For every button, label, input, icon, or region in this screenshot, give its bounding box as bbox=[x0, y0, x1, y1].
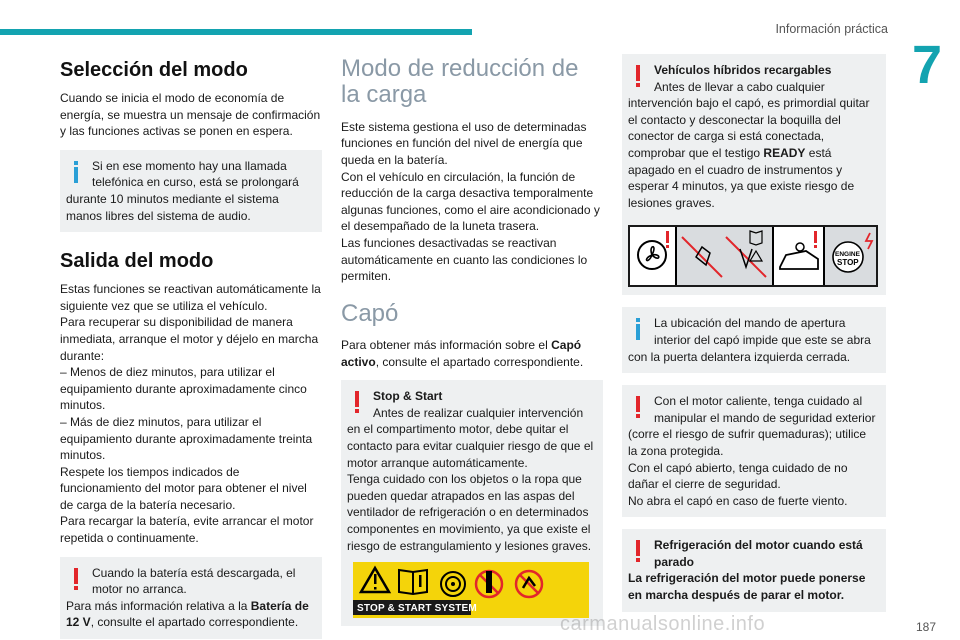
warning-text: Con el capó abierto, tenga cuidado de no dañar el cierre de seguridad. bbox=[628, 460, 848, 492]
info-icon bbox=[66, 158, 92, 188]
paragraph: Las funciones desactivadas se reactivan automáticamente en cuanto las condiciones lo permiten. bbox=[341, 235, 588, 284]
paragraph: Con el vehículo en circulación, la función de reducción de la carga desactiva temporalmente algunas funciones, como el aire acondicionado y el desempañado de la luneta trasera. bbox=[341, 169, 600, 234]
engine-stop-label-1: ENGINE bbox=[835, 251, 860, 259]
warning-note-refrigeracion bbox=[622, 529, 886, 611]
section-title-capo: Capó bbox=[341, 299, 399, 327]
ready-indicator-text: READY bbox=[763, 145, 806, 160]
warning-text: Antes de llevar a cabo cualquier intervención bajo el capó, es primordial quitar el contacto y desconectar la boquilla del conector de carga si está conectada, comprobar que el testigo bbox=[628, 79, 870, 160]
page-number: 187 bbox=[915, 620, 936, 634]
engine-stop-label-2: STOP bbox=[837, 258, 859, 268]
warning-text-bold: La refrigeración del motor puede ponerse en marcha después de parar el motor. bbox=[628, 571, 866, 603]
warning-text: Cuando la batería está descargada, el motor no arranca. bbox=[92, 565, 296, 597]
warning-text: está apagado en el cuadro de instrumentos y esperar 4 minutos, ya que existe riesgo de lesiones graves. bbox=[628, 145, 855, 210]
text: Para obtener más información sobre el bbox=[341, 338, 552, 353]
warning-text: Con el motor caliente, tenga cuidado al manipular el mando de seguridad exterior (corre el riesgo de sufrir quemaduras); utilice la zona protegida. bbox=[628, 394, 876, 458]
info-note bbox=[60, 150, 322, 232]
column-2 bbox=[341, 54, 603, 626]
info-note-text: La ubicación del mando de apertura interior del capó impide que este se abra con la puerta delantera izquierda cerrada. bbox=[628, 316, 871, 364]
warning-text-bold: Batería de 12 V bbox=[66, 598, 309, 630]
warning-text: No abra el capó en caso de fuerte viento. bbox=[628, 493, 848, 508]
warning-title: Refrigeración del motor cuando está parado bbox=[654, 538, 863, 569]
warning-icon bbox=[628, 62, 654, 92]
warning-icon bbox=[628, 537, 654, 567]
page-header-title: Información práctica bbox=[775, 22, 888, 36]
stop-start-label-text: STOP & START SYSTEM bbox=[357, 603, 477, 615]
column-3 bbox=[622, 54, 886, 612]
paragraph: – Menos de diez minutos, para utilizar el equipamiento durante aproximadamente cinco minutos. bbox=[60, 365, 307, 413]
section-title-seleccion: Selección del modo bbox=[60, 59, 248, 81]
warning-text: Para más información relativa a la bbox=[66, 598, 251, 613]
warning-note-motor-caliente bbox=[622, 385, 886, 517]
paragraph: Cuando se inicia el modo de economía de energía, se muestra un mensaje de confirmación y las funciones activas se ponen en espera. bbox=[60, 91, 321, 139]
column-1 bbox=[60, 54, 322, 639]
warning-icon bbox=[347, 388, 373, 418]
paragraph: – Más de diez minutos, para utilizar el equipamiento durante aproximadamente treinta minutos. bbox=[60, 414, 313, 463]
watermark: carmanualsonline.info bbox=[560, 613, 766, 635]
info-note-text: Si en ese momento hay una llamada telefónica en curso, está se prolongará durante 10 minutos mediante el sistema manos libres del sistema de audio. bbox=[66, 158, 299, 223]
paragraph: Este sistema gestiona el uso de determinadas funciones en función del nivel de energía que queda en la batería. bbox=[341, 119, 587, 167]
section-title-salida: Salida del modo bbox=[60, 250, 214, 273]
warning-icon bbox=[66, 565, 92, 595]
paragraph bbox=[341, 337, 603, 370]
stop-start-label bbox=[353, 562, 589, 618]
chapter-number: 7 bbox=[911, 35, 942, 95]
warning-note bbox=[60, 557, 322, 639]
paragraph: Para recuperar su disponibilidad de manera inmediata, arranque el motor y déjelo en marcha durante: bbox=[60, 315, 319, 363]
warning-note-stop-start bbox=[341, 380, 603, 626]
warning-note-hybrid bbox=[622, 54, 886, 295]
text-bold: Capó activo bbox=[341, 338, 582, 369]
warning-text: , consulte el apartado correspondiente. bbox=[90, 615, 299, 630]
paragraph: Para recargar la batería, evite arrancar el motor repetida o continuamente. bbox=[60, 514, 314, 546]
info-note-capo bbox=[622, 307, 886, 373]
text: , consulte el apartado correspondiente. bbox=[375, 354, 584, 369]
info-icon bbox=[628, 315, 654, 345]
section-title-reduccion: Modo de reducción de la carga bbox=[341, 55, 579, 109]
header-accent-bar bbox=[0, 29, 472, 35]
hybrid-pictogram-strip bbox=[628, 225, 878, 287]
paragraph: Respete los tiempos indicados de funcionamiento del motor para obtener el nivel de carga de la batería necesario. bbox=[60, 464, 307, 512]
warning-icon bbox=[628, 393, 654, 423]
warning-text: Tenga cuidado con los objetos o la ropa que pueden quedar atrapados en las aspas del ventilador de refrigeración o en determinados componentes en movimiento, ya que existe el riesgo de estrangulamiento y lesiones graves. bbox=[347, 472, 592, 553]
warning-title: Vehículos híbridos recargables bbox=[654, 63, 832, 77]
warning-text: Antes de realizar cualquier intervención en el compartimento motor, debe quitar el contacto para evitar cualquier riesgo de que el motor arranque automáticamente. bbox=[347, 405, 594, 470]
warning-title: Stop & Start bbox=[373, 389, 443, 404]
paragraph: Estas funciones se reactivan automáticamente la siguiente vez que se utiliza el vehículo. bbox=[60, 282, 321, 313]
